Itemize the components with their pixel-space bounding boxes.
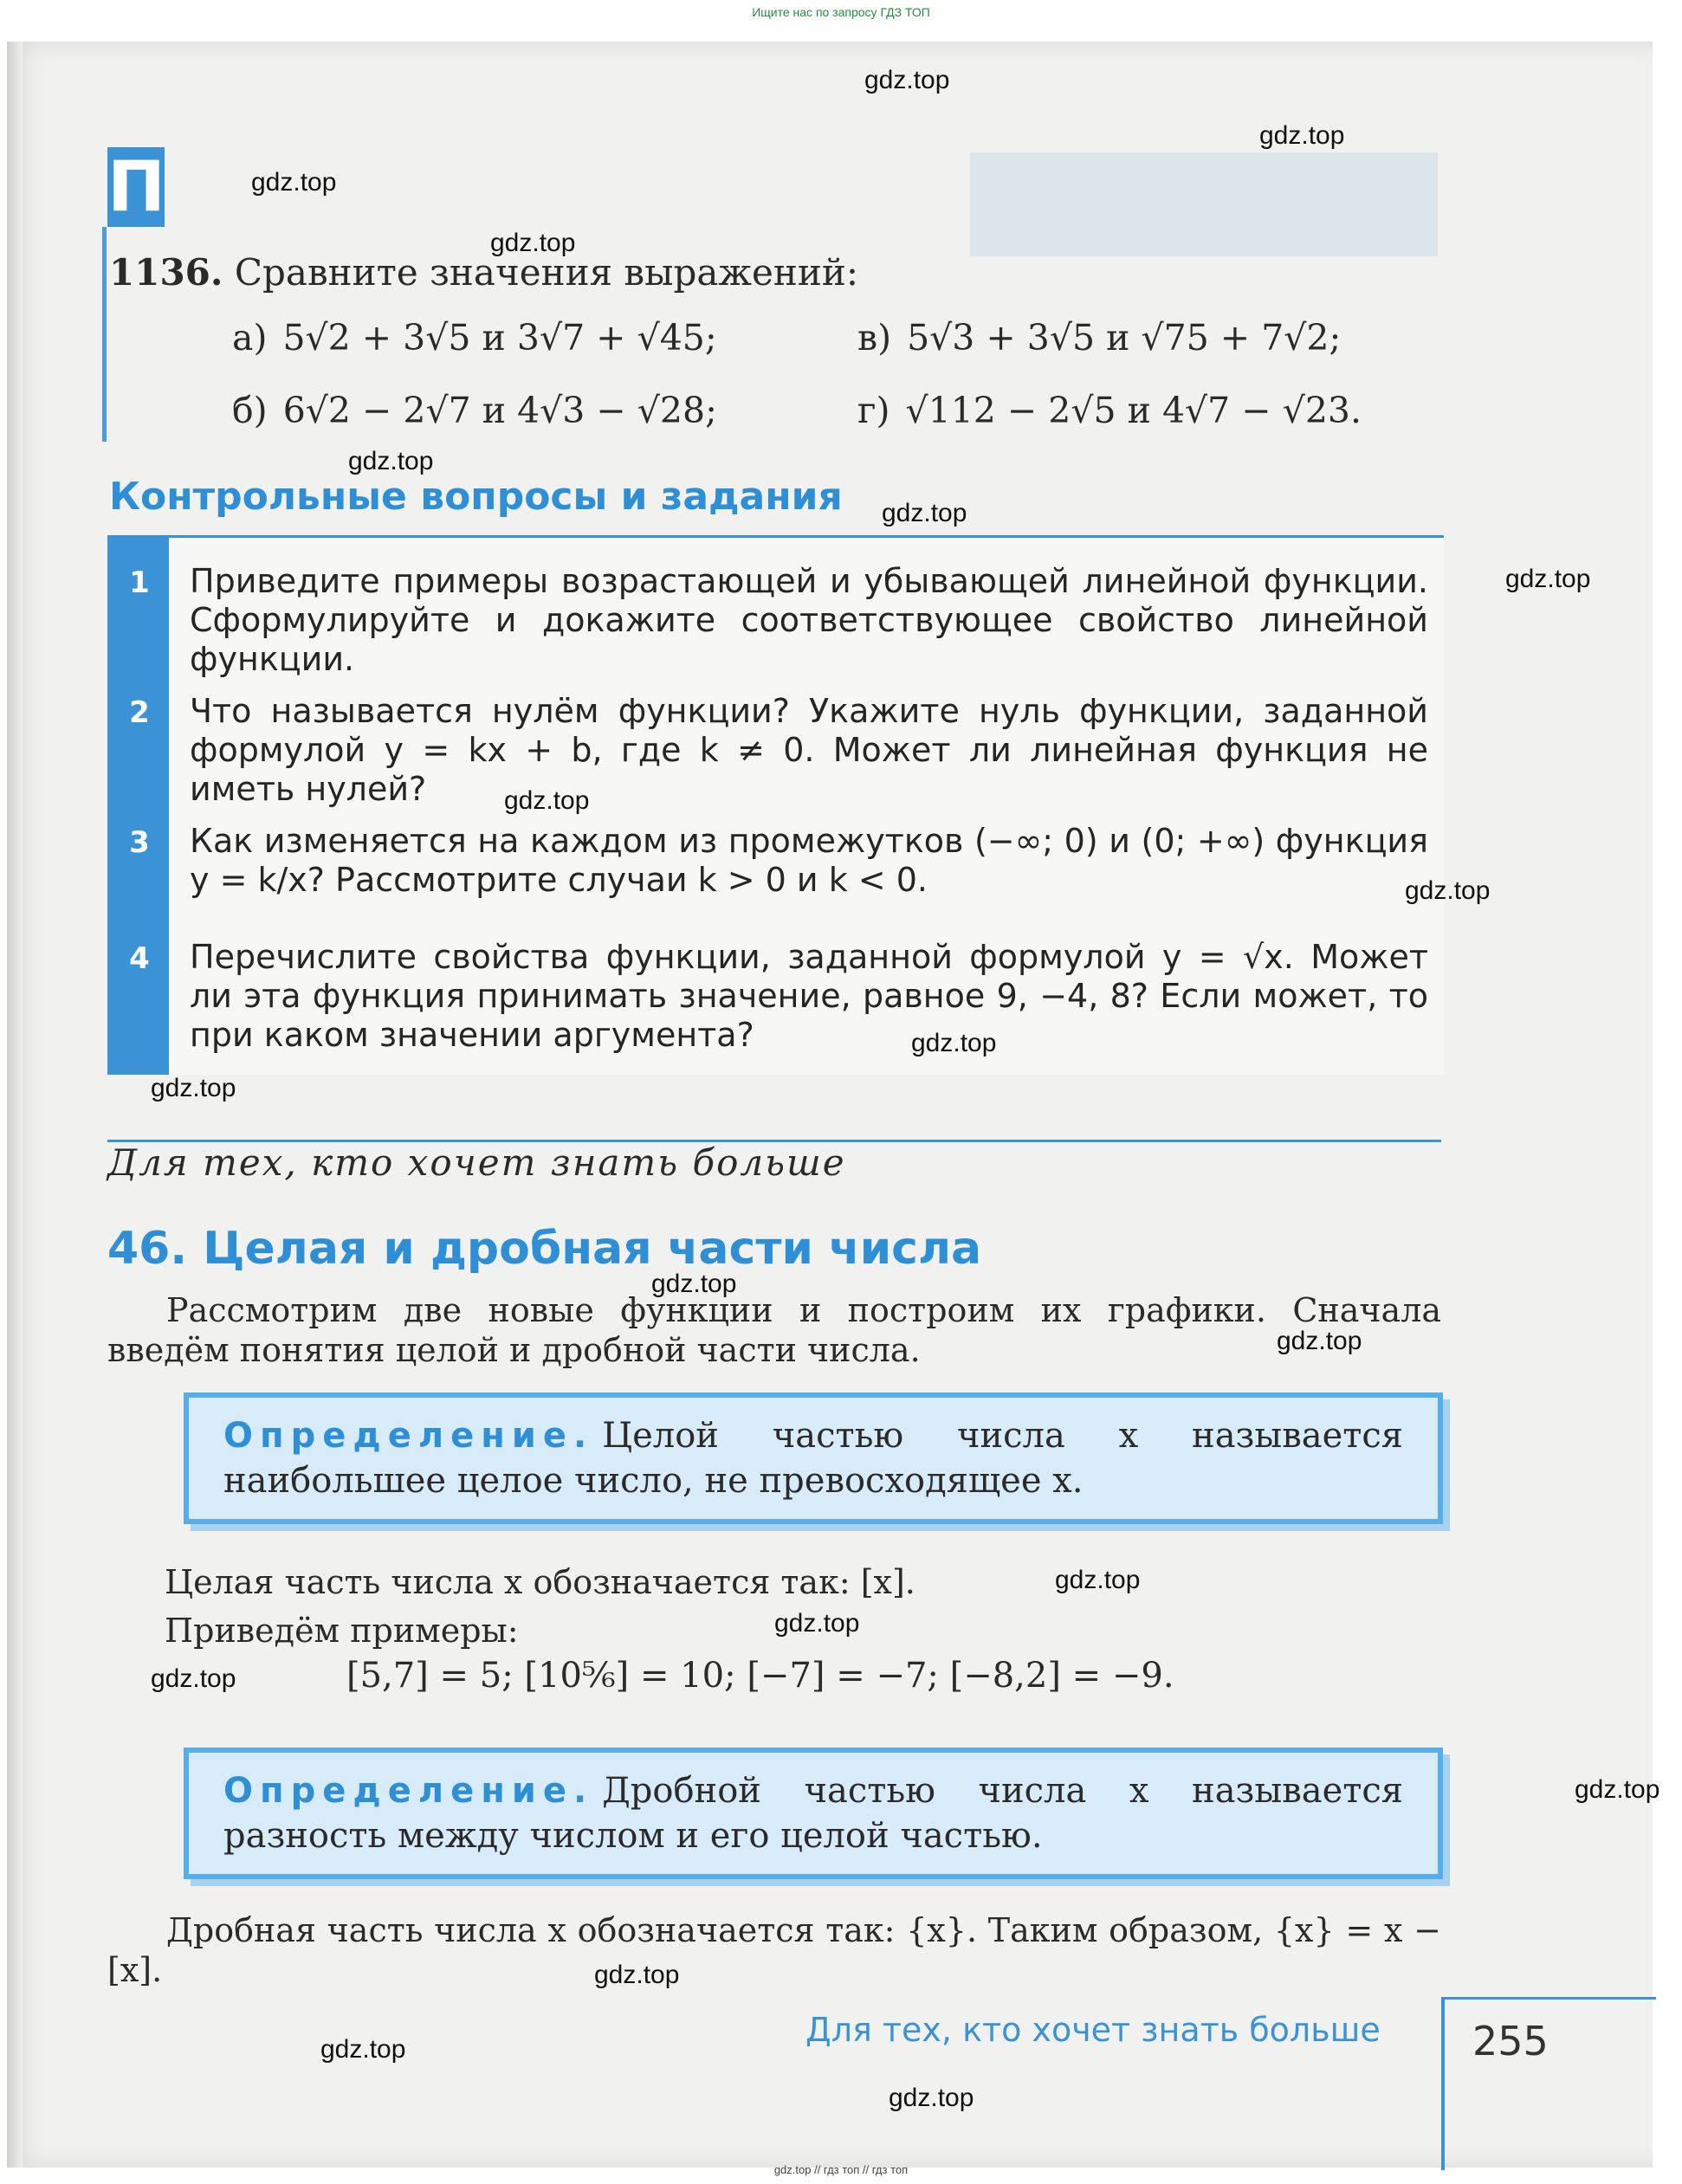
- paragraph-title: 46. Целая и дробная части числа: [107, 1223, 982, 1275]
- question-number: 2: [129, 695, 150, 730]
- watermark: gdz.top: [1575, 1775, 1660, 1804]
- task-item-label: г): [857, 390, 890, 431]
- watermark: gdz.top: [889, 2084, 974, 2112]
- notation-fractional-part: Дробная часть числа x обозначается так: {x}. Таким образом, {x} = x − [x].: [107, 1911, 1441, 1989]
- task-item-text: 6√2 − 2√7 и 4√3 − √28;: [282, 390, 717, 431]
- question-text: Что называется нулём функции? Укажите нуль функции, заданной формулой y = kx + b, где k ≠ 0. Может ли линейная функция не иметь нулей?: [190, 692, 1428, 808]
- task-item-b: [232, 390, 717, 431]
- definition-label: Определение.: [223, 1771, 594, 1811]
- task-item-label: в): [857, 317, 892, 359]
- task-item-text: 5√3 + 3√5 и √75 + 7√2;: [907, 317, 1342, 359]
- definition-box-fractional-part: [184, 1748, 1443, 1879]
- top-hint: Ищите нас по запросу ГДЗ ТОП: [752, 5, 930, 19]
- watermark: gdz.top: [774, 1609, 860, 1638]
- task-prompt: Сравните значения выражений:: [234, 251, 859, 294]
- paragraph-intro: Рассмотрим две новые функции и построим их графики. Сначала введём понятия целой и дробной части числа.: [107, 1291, 1441, 1369]
- task-item-text: √112 − 2√5 и 4√7 − √23.: [905, 390, 1362, 431]
- task-item-text: 5√2 + 3√5 и 3√7 + √45;: [282, 317, 717, 359]
- watermark: gdz.top: [151, 1074, 236, 1102]
- watermark: gdz.top: [911, 1029, 997, 1057]
- task-item-label: а): [232, 317, 268, 359]
- watermark: gdz.top: [320, 2035, 406, 2064]
- questions-number-column: [110, 538, 169, 1075]
- footer-horizontal-rule: [1441, 1997, 1656, 2000]
- question-number: 3: [129, 825, 150, 860]
- bottom-hint: gdz.top // гдз топ // гдз топ: [773, 2163, 909, 2176]
- questions-block: [107, 535, 1444, 1075]
- question-text: Перечислите свойства функции, заданной формулой y = √x. Может ли эта функция принимать значение, равное 9, −4, 8? Если может, то при каком значении аргумента?: [190, 938, 1428, 1054]
- page-spine-shadow: [7, 42, 23, 2168]
- task-heading: [109, 251, 858, 294]
- extra-section-title: Для тех, кто хочет знать больше: [107, 1141, 846, 1184]
- definition-label: Определение.: [223, 1416, 594, 1456]
- notation-integer-part: Целая часть числа x обозначается так: [x].: [165, 1563, 915, 1601]
- task-item-a: [232, 317, 717, 359]
- page-number: 255: [1472, 2018, 1549, 2064]
- footer-vertical-rule: [1441, 1997, 1445, 2170]
- watermark: gdz.top: [1405, 876, 1491, 905]
- section-title: Контрольные вопросы и задания: [109, 475, 843, 519]
- watermark: gdz.top: [151, 1664, 236, 1693]
- practice-icon: П: [107, 146, 165, 227]
- question-number: 4: [129, 941, 150, 976]
- task-item-label: б): [232, 390, 268, 431]
- definition-text: Дробной частью числа x называется разность между числом и его целой частью.: [223, 1771, 1403, 1856]
- task-item-g: [857, 390, 1362, 431]
- watermark: gdz.top: [1055, 1566, 1141, 1594]
- task-number: 1136.: [109, 251, 223, 294]
- definition-text: Целой частью числа x называется наибольшее целое число, не превосходящее x.: [223, 1416, 1403, 1501]
- watermark: gdz.top: [490, 229, 576, 257]
- watermark: gdz.top: [251, 168, 337, 197]
- question-text: Как изменяется на каждом из промежутков (−∞; 0) и (0; +∞) функция y = k/x? Рассмотрите случаи k > 0 и k < 0.: [190, 822, 1428, 899]
- watermark: gdz.top: [594, 1961, 680, 1989]
- examples-formula: [5,7] = 5; [10⅚] = 10; [−7] = −7; [−8,2] = −9.: [346, 1656, 1174, 1696]
- task-item-v: [857, 317, 1341, 359]
- watermark: gdz.top: [1259, 121, 1345, 150]
- task-margin-bar: [102, 227, 107, 442]
- watermark: gdz.top: [882, 499, 967, 527]
- bleed-through-shading: [970, 152, 1438, 256]
- watermark: gdz.top: [651, 1270, 737, 1298]
- watermark: gdz.top: [1505, 565, 1591, 593]
- question-number: 1: [129, 565, 150, 600]
- watermark: gdz.top: [504, 786, 590, 815]
- examples-label: Приведём примеры:: [165, 1612, 519, 1650]
- watermark: gdz.top: [864, 66, 950, 94]
- watermark: gdz.top: [1277, 1327, 1362, 1355]
- running-footer: Для тех, кто хочет знать больше: [805, 2011, 1381, 2049]
- question-text: Приведите примеры возрастающей и убывающей линейной функции. Сформулируйте и докажите соответствующее свойство линейной функции.: [190, 562, 1428, 678]
- watermark: gdz.top: [348, 447, 434, 475]
- definition-box-integer-part: [184, 1392, 1443, 1524]
